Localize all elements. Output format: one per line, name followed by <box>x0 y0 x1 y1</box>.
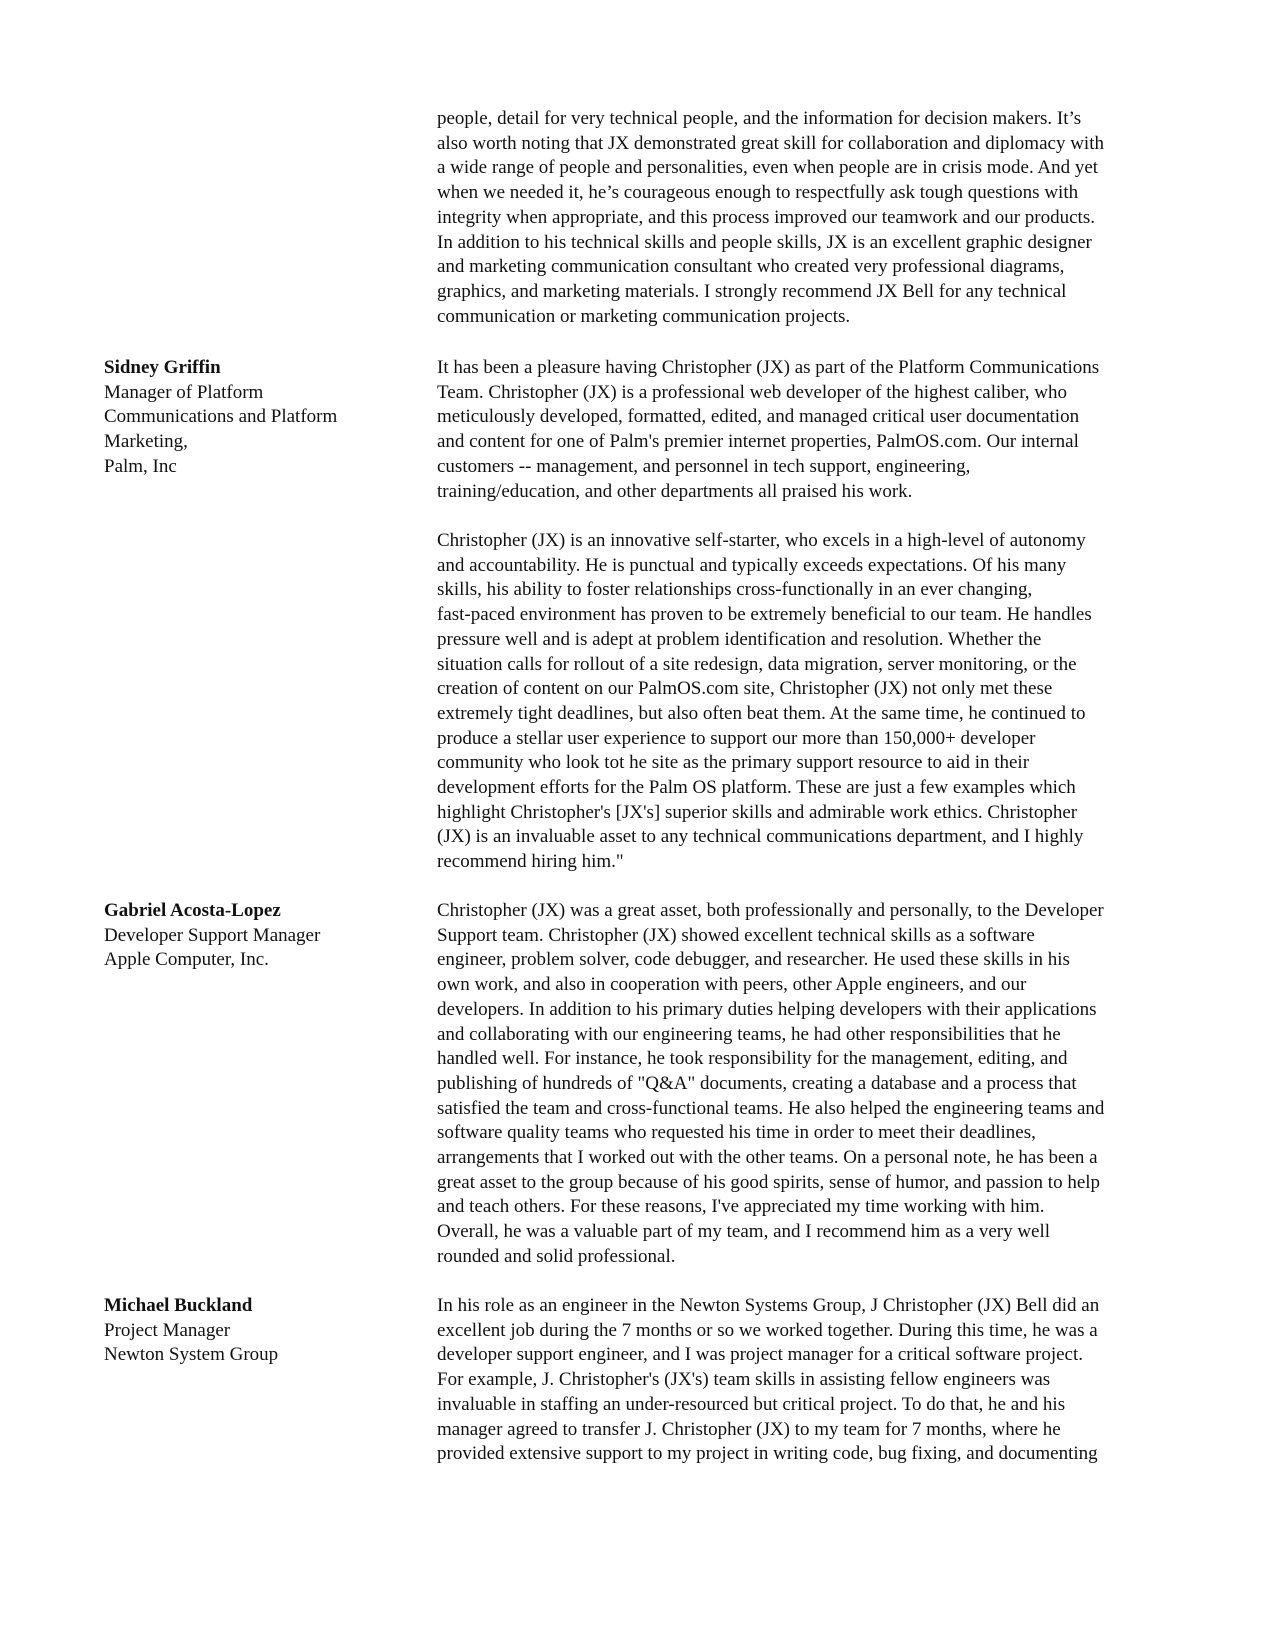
text-line: skills, his ability to foster relationships cross-functionally in an ever changing, <box>437 579 1033 601</box>
text-line: own work, and also in cooperation with peers, other Apple engineers, and our <box>437 974 1027 996</box>
text-line: Christopher (JX) is an innovative self-starter, who excels in a high-level of autonomy <box>437 530 1086 551</box>
text-line: Overall, he was a valuable part of my team, and I recommend him as a very well <box>437 1221 1051 1243</box>
text-line: publishing of hundreds of "Q&A" documents, creating a database and a process that <box>437 1072 1077 1094</box>
reference-michael-buckland-info <box>104 1294 404 1368</box>
text-line: when we needed it, he’s courageous enough to respectfully ask tough questions with <box>437 182 1079 204</box>
text-line: customers -- management, and personnel in tech support, engineering, <box>437 455 971 477</box>
text-line: developer support engineer, and I was project manager for a critical software project. <box>437 1344 1084 1366</box>
text-line: pressure well and is adept at problem identification and resolution. Whether the <box>437 628 1042 650</box>
text-line: highlight Christopher's [JX's] superior skills and admirable work ethics. Christopher <box>437 801 1078 823</box>
reference-title-line: Developer Support Manager <box>104 924 321 946</box>
reference-title-line: Project Manager <box>104 1319 231 1341</box>
reference-name: Sidney Griffin <box>104 357 221 378</box>
text-line: and accountability. He is punctual and typically exceeds expectations. Of his many <box>437 554 1067 576</box>
text-line: and collaborating with our engineering teams, he had other responsibilities that he <box>437 1023 1061 1045</box>
text-line: software quality teams who requested his time in order to meet their deadlines, <box>437 1122 1036 1144</box>
reference-sidney-griffin-info <box>104 356 404 480</box>
text-line: training/education, and other departments all praised his work. <box>437 480 913 502</box>
text-line: engineer, problem solver, code debugger, and researcher. He used these skills in his <box>437 949 1070 971</box>
text-line: communication or marketing communication projects. <box>437 305 851 327</box>
reference-title-line: Newton System Group <box>104 1344 279 1366</box>
text-line: invaluable in staffing an under-resourced but critical project. To do that, he and his <box>437 1393 1066 1415</box>
text-line: and content for one of Palm's premier internet properties, PalmOS.com. Our internal <box>437 431 1079 453</box>
text-line: and marketing communication consultant who created very professional diagrams, <box>437 256 1065 278</box>
intro-continuation-paragraph <box>437 107 1177 329</box>
text-line: For example, J. Christopher's (JX's) team skills in assisting fellow engineers was <box>437 1369 1051 1391</box>
text-line: a wide range of people and personalities, even when people are in crisis mode. And yet <box>437 157 1099 179</box>
reference-title-line: Marketing, <box>104 431 188 453</box>
text-line: community who look tot he site as the primary support resource to aid in their <box>437 752 1030 774</box>
text-line: recommend hiring him." <box>437 851 624 873</box>
text-line: situation calls for rollout of a site redesign, data migration, server monitoring, or the <box>437 653 1077 675</box>
text-line: integrity when appropriate, and this process improved our teamwork and our products. <box>437 206 1095 228</box>
reference-gabriel-acosta-lopez-info <box>104 899 404 973</box>
text-line: manager agreed to transfer J. Christopher (JX) to my team for 7 months, where he <box>437 1418 1061 1440</box>
text-line: fast-paced environment has proven to be extremely beneficial to our team. He handles <box>437 604 1092 626</box>
text-line: great asset to the group because of his good spirits, sense of humor, and passion to help <box>437 1171 1101 1193</box>
reference-title-line: Apple Computer, Inc. <box>104 949 269 971</box>
text-line: also worth noting that JX demonstrated great skill for collaboration and diplomacy with <box>437 132 1104 154</box>
text-line: arrangements that I worked out with the other teams. On a personal note, he has been a <box>437 1147 1098 1169</box>
text-line: In addition to his technical skills and people skills, JX is an excellent graphic designer <box>437 231 1092 253</box>
reference-gabriel-acosta-lopez-paragraph-1 <box>437 899 1177 1270</box>
reference-sidney-griffin-paragraph-2 <box>437 529 1177 875</box>
reference-michael-buckland-paragraph-1 <box>437 1294 1177 1467</box>
reference-title-line: Communications and Platform <box>104 406 338 428</box>
text-line: provided extensive support to my project in writing code, bug fixing, and documenting <box>437 1443 1098 1465</box>
text-line: produce a stellar user experience to support our more than 150,000+ developer <box>437 727 1036 749</box>
text-line: and teach others. For these reasons, I've appreciated my time working with him. <box>437 1196 1045 1218</box>
text-line: In his role as an engineer in the Newton Systems Group, J Christopher (JX) Bell did an <box>437 1295 1100 1316</box>
text-line: extremely tight deadlines, but also often beat them. At the same time, he continued to <box>437 702 1086 724</box>
reference-name: Michael Buckland <box>104 1295 253 1316</box>
text-line: satisfied the team and cross-functional teams. He also helped the engineering teams and <box>437 1097 1105 1119</box>
text-line: handled well. For instance, he took responsibility for the management, editing, and <box>437 1048 1068 1070</box>
text-line: (JX) is an invaluable asset to any technical communications department, and I highly <box>437 826 1084 848</box>
reference-sidney-griffin-paragraph-1 <box>437 356 1177 504</box>
text-line: It has been a pleasure having Christopher (JX) as part of the Platform Communications <box>437 357 1100 378</box>
text-line: rounded and solid professional. <box>437 1245 676 1267</box>
text-line: people, detail for very technical people, and the information for decision makers. It’s <box>437 108 1082 129</box>
text-line: development efforts for the Palm OS platform. These are just a few examples which <box>437 777 1076 799</box>
text-line: Team. Christopher (JX) is a professional web developer of the highest caliber, who <box>437 381 1068 403</box>
text-line: graphics, and marketing materials. I strongly recommend JX Bell for any technical <box>437 280 1067 302</box>
text-line: meticulously developed, formatted, edited, and managed critical user documentation <box>437 406 1080 428</box>
text-line: Christopher (JX) was a great asset, both professionally and personally, to the Developer <box>437 900 1104 921</box>
text-line: creation of content on our PalmOS.com site, Christopher (JX) not only met these <box>437 678 1053 700</box>
text-line: developers. In addition to his primary duties helping developers with their applications <box>437 998 1097 1020</box>
reference-title-line: Palm, Inc <box>104 455 177 477</box>
text-line: excellent job during the 7 months or so we worked together. During this time, he was a <box>437 1319 1098 1341</box>
text-line: Support team. Christopher (JX) showed excellent technical skills as a software <box>437 924 1035 946</box>
reference-title-line: Manager of Platform <box>104 381 264 403</box>
reference-name: Gabriel Acosta-Lopez <box>104 900 281 921</box>
